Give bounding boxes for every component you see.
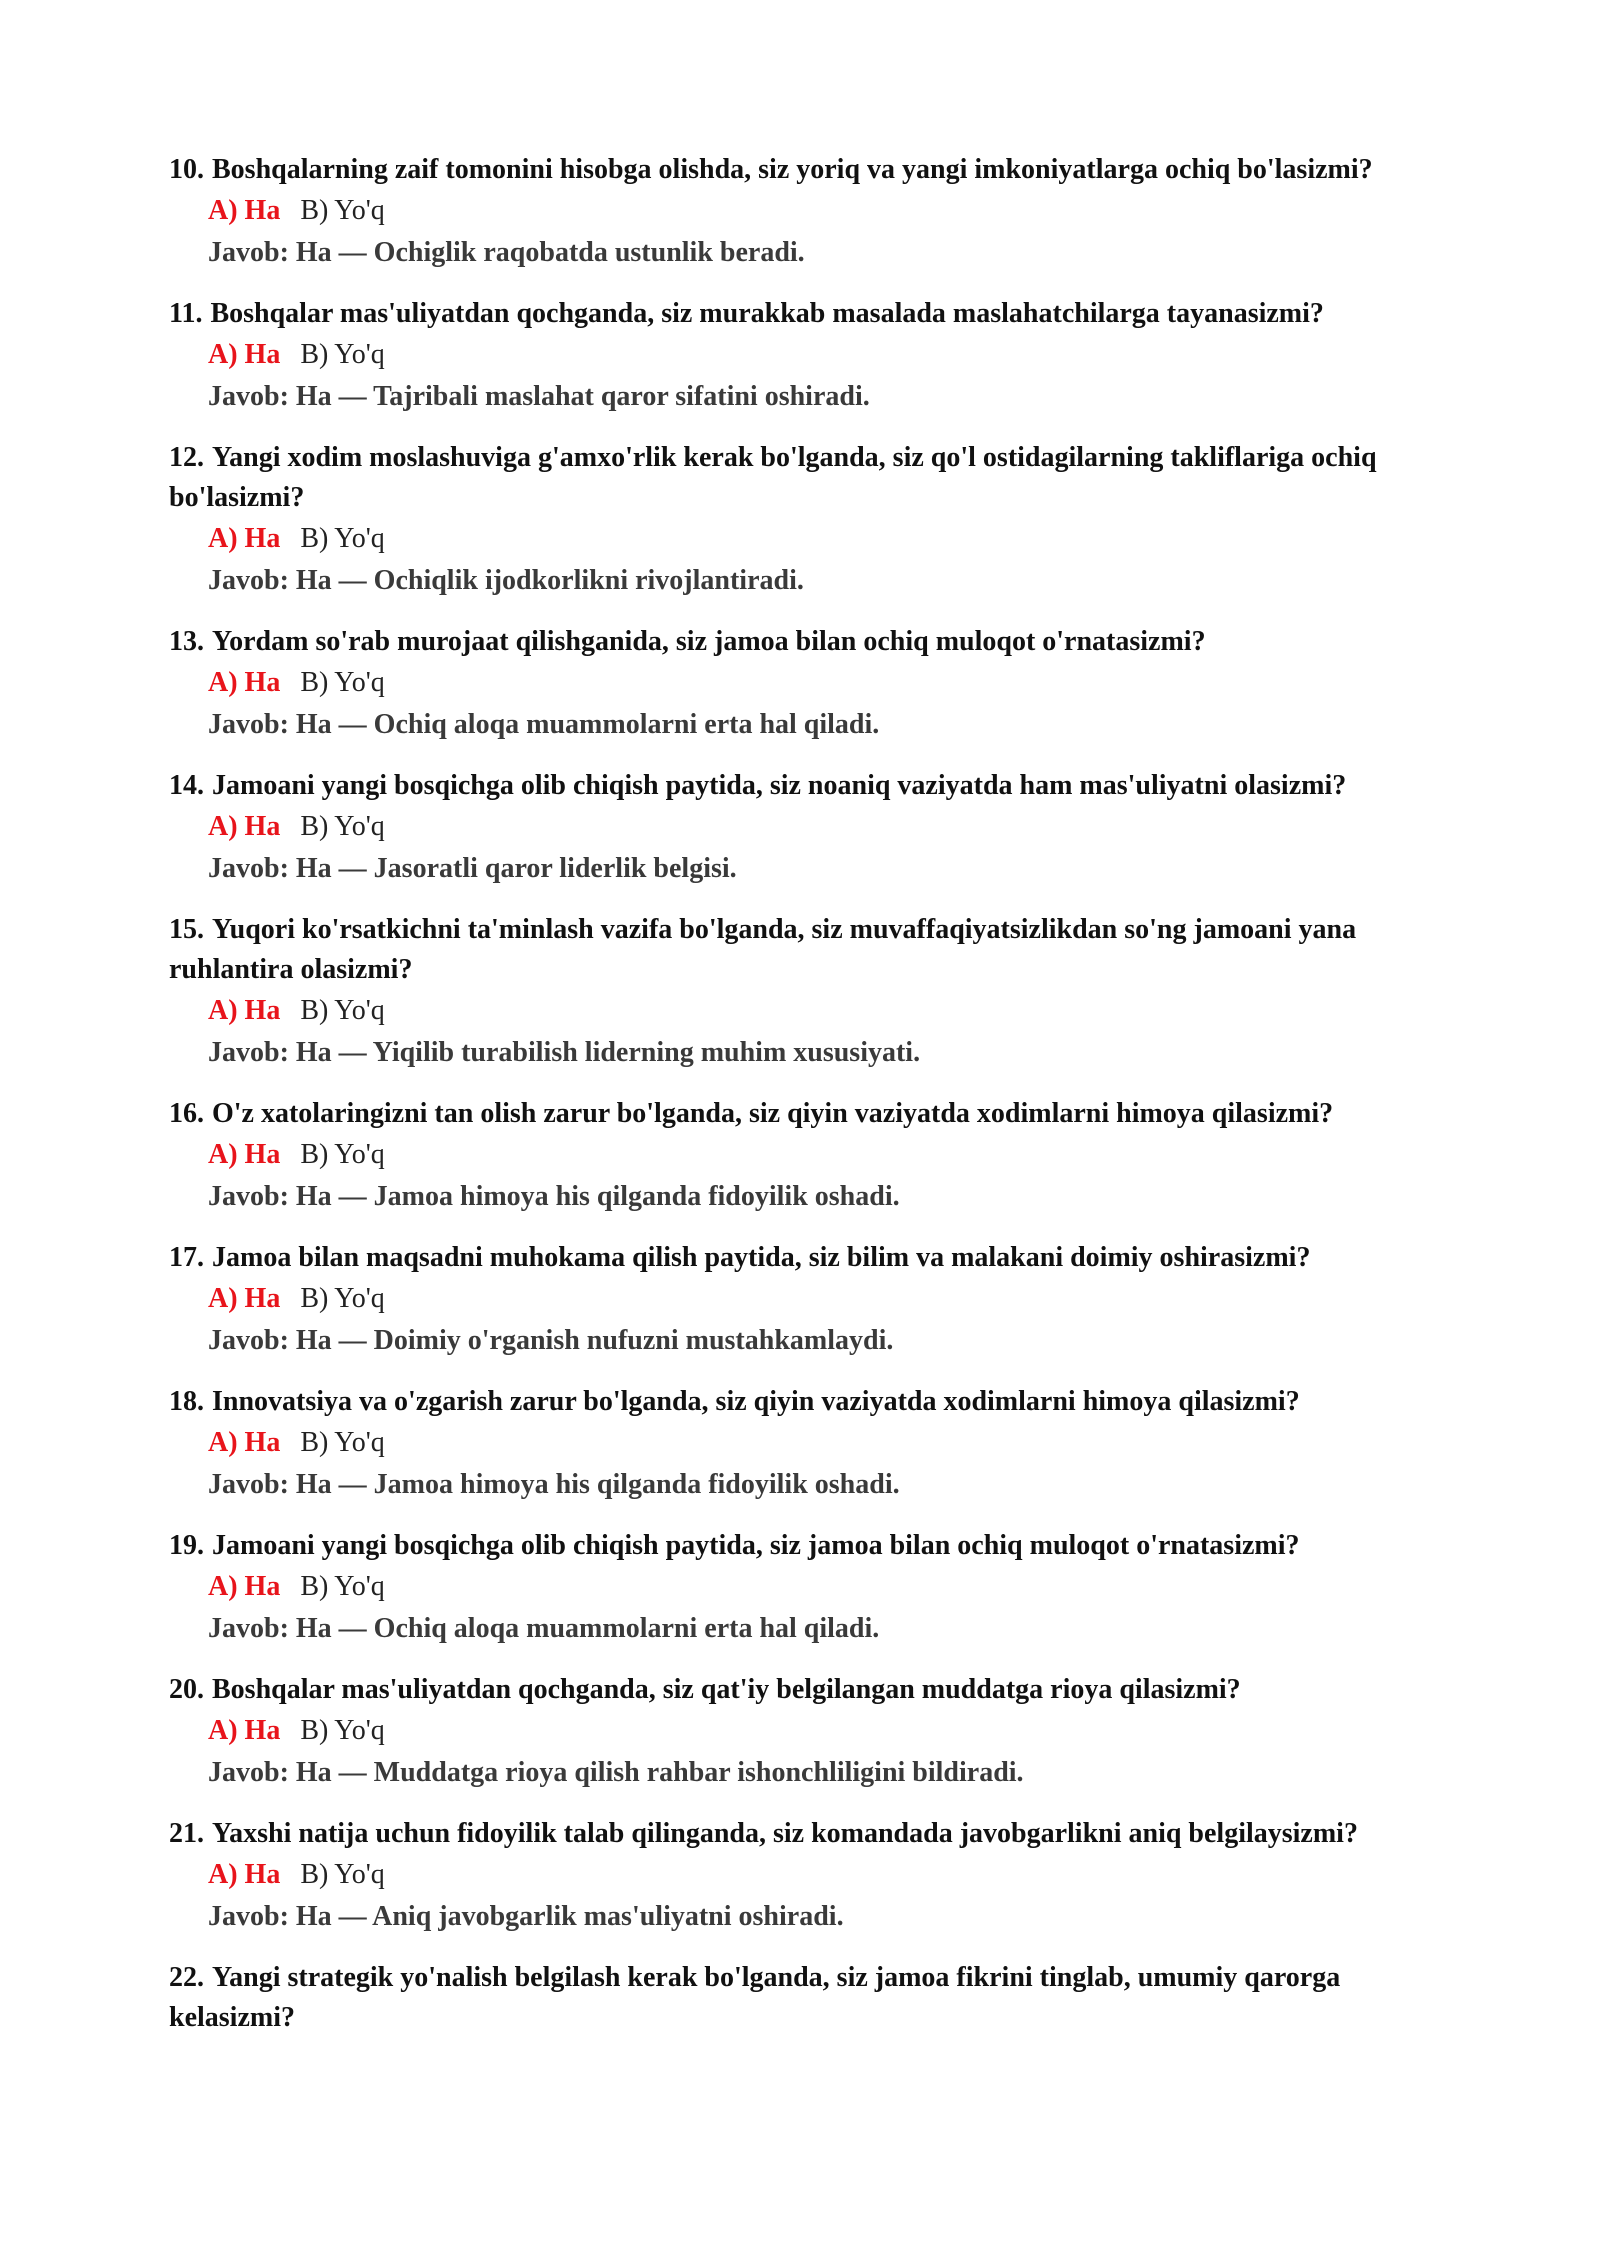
question-title (169, 438, 1469, 518)
answer-options (208, 190, 1469, 232)
option-b: B) Yo'q (300, 1427, 385, 1458)
answer-explanation: Javob: Ha — Jasoratli qaror liderlik belgisi. (208, 853, 737, 884)
question-item (169, 1094, 1469, 1218)
question-number: 16. (169, 1098, 204, 1129)
answer-explanation: Javob: Ha — Tajribali maslahat qaror sifatini oshiradi. (208, 381, 870, 412)
answer-options (208, 518, 1469, 560)
option-b: B) Yo'q (300, 195, 385, 226)
option-a-correct: A) Ha (208, 339, 281, 370)
question-text: Yuqori ko'rsatkichni ta'minlash vazifa bo'lganda, siz muvaffaqiyatsizlikdan so'ng jamoani yana ruhlantira olasizmi? (169, 914, 1357, 985)
option-b: B) Yo'q (300, 339, 385, 370)
question-text: Boshqalar mas'uliyatdan qochganda, siz qat'iy belgilangan muddatga rioya qilasizmi? (212, 1674, 1241, 1705)
question-number: 18. (169, 1386, 204, 1417)
option-a-correct: A) Ha (208, 1283, 281, 1314)
option-b: B) Yo'q (300, 811, 385, 842)
option-b: B) Yo'q (300, 995, 385, 1026)
question-text: Jamoa bilan maqsadni muhokama qilish paytida, siz bilim va malakani doimiy oshirasizmi? (212, 1242, 1311, 1273)
option-b: B) Yo'q (300, 1571, 385, 1602)
option-b: B) Yo'q (300, 1859, 385, 1890)
question-title (169, 1094, 1469, 1134)
answer-explanation: Javob: Ha — Yiqilib turabilish liderning muhim xususiyati. (208, 1037, 921, 1068)
question-item (169, 1670, 1469, 1794)
question-number: 17. (169, 1242, 204, 1273)
option-b: B) Yo'q (300, 1139, 385, 1170)
option-b: B) Yo'q (300, 1283, 385, 1314)
question-text: Jamoani yangi bosqichga olib chiqish paytida, siz jamoa bilan ochiq muloqot o'rnatasizmi? (212, 1530, 1300, 1561)
question-number: 20. (169, 1674, 204, 1705)
question-text: Boshqalar mas'uliyatdan qochganda, siz murakkab masalada maslahatchilarga tayanasizmi? (210, 298, 1324, 329)
answer-explanation: Javob: Ha — Jamoa himoya his qilganda fidoyilik oshadi. (208, 1181, 900, 1212)
question-item (169, 1814, 1469, 1938)
answer-options (208, 1710, 1469, 1752)
question-text: Yangi strategik yo'nalish belgilash kerak bo'lganda, siz jamoa fikrini tinglab, umumiy qarorga kelasizmi? (169, 1962, 1341, 2033)
option-a-correct: A) Ha (208, 1715, 281, 1746)
question-item (169, 1382, 1469, 1506)
question-item (169, 1958, 1469, 2038)
option-a-correct: A) Ha (208, 667, 281, 698)
question-number: 12. (169, 442, 204, 473)
option-b: B) Yo'q (300, 667, 385, 698)
option-a-correct: A) Ha (208, 811, 281, 842)
answer-options (208, 1422, 1469, 1464)
answer-explanation: Javob: Ha — Ochiqlik ijodkorlikni rivojlantiradi. (208, 565, 804, 596)
question-number: 13. (169, 626, 204, 657)
question-title (169, 294, 1469, 334)
option-a-correct: A) Ha (208, 995, 281, 1026)
question-number: 21. (169, 1818, 204, 1849)
question-item (169, 438, 1469, 602)
question-title (169, 622, 1469, 662)
document-page (169, 150, 1469, 2058)
option-a-correct: A) Ha (208, 523, 281, 554)
question-text: Jamoani yangi bosqichga olib chiqish paytida, siz noaniq vaziyatda ham mas'uliyatni olasizmi? (212, 770, 1347, 801)
option-a-correct: A) Ha (208, 1139, 281, 1170)
answer-options (208, 1854, 1469, 1896)
option-a-correct: A) Ha (208, 1571, 281, 1602)
question-list (169, 150, 1469, 2038)
question-title (169, 910, 1469, 990)
answer-options (208, 806, 1469, 848)
answer-explanation: Javob: Ha — Ochiq aloqa muammolarni erta hal qiladi. (208, 709, 880, 740)
question-item (169, 1526, 1469, 1650)
answer-options (208, 1278, 1469, 1320)
question-number: 10. (169, 154, 204, 185)
option-a-correct: A) Ha (208, 1427, 281, 1458)
question-item (169, 910, 1469, 1074)
question-number: 15. (169, 914, 204, 945)
question-number: 22. (169, 1962, 204, 1993)
question-title (169, 1814, 1469, 1854)
question-text: Boshqalarning zaif tomonini hisobga olishda, siz yoriq va yangi imkoniyatlarga ochiq bo'lasizmi? (212, 154, 1373, 185)
question-number: 19. (169, 1530, 204, 1561)
question-title (169, 1958, 1469, 2038)
question-item (169, 150, 1469, 274)
question-title (169, 1382, 1469, 1422)
question-text: Innovatsiya va o'zgarish zarur bo'lganda, siz qiyin vaziyatda xodimlarni himoya qilasizmi? (212, 1386, 1300, 1417)
answer-options (208, 662, 1469, 704)
question-item (169, 1238, 1469, 1362)
answer-options (208, 1566, 1469, 1608)
answer-explanation: Javob: Ha — Muddatga rioya qilish rahbar ishonchliligini bildiradi. (208, 1757, 1024, 1788)
option-b: B) Yo'q (300, 1715, 385, 1746)
question-title (169, 1526, 1469, 1566)
question-item (169, 766, 1469, 890)
question-text: Yangi xodim moslashuviga g'amxo'rlik kerak bo'lganda, siz qo'l ostidagilarning takliflariga ochiq bo'lasizmi? (169, 442, 1377, 513)
answer-explanation: Javob: Ha — Aniq javobgarlik mas'uliyatni oshiradi. (208, 1901, 844, 1932)
question-number: 11. (169, 298, 203, 329)
option-a-correct: A) Ha (208, 1859, 281, 1890)
question-title (169, 766, 1469, 806)
answer-options (208, 1134, 1469, 1176)
question-text: Yaxshi natija uchun fidoyilik talab qilinganda, siz komandada javobgarlikni aniq belgilaysizmi? (212, 1818, 1358, 1849)
option-a-correct: A) Ha (208, 195, 281, 226)
question-title (169, 150, 1469, 190)
answer-explanation: Javob: Ha — Ochiglik raqobatda ustunlik beradi. (208, 237, 805, 268)
answer-explanation: Javob: Ha — Doimiy o'rganish nufuzni mustahkamlaydi. (208, 1325, 894, 1356)
question-item (169, 294, 1469, 418)
answer-options (208, 990, 1469, 1032)
answer-explanation: Javob: Ha — Ochiq aloqa muammolarni erta hal qiladi. (208, 1613, 880, 1644)
question-number: 14. (169, 770, 204, 801)
answer-explanation: Javob: Ha — Jamoa himoya his qilganda fidoyilik oshadi. (208, 1469, 900, 1500)
question-text: Yordam so'rab murojaat qilishganida, siz jamoa bilan ochiq muloqot o'rnatasizmi? (212, 626, 1206, 657)
question-title (169, 1238, 1469, 1278)
question-title (169, 1670, 1469, 1710)
question-item (169, 622, 1469, 746)
option-b: B) Yo'q (300, 523, 385, 554)
question-text: O'z xatolaringizni tan olish zarur bo'lganda, siz qiyin vaziyatda xodimlarni himoya qilasizmi? (212, 1098, 1334, 1129)
answer-options (208, 334, 1469, 376)
